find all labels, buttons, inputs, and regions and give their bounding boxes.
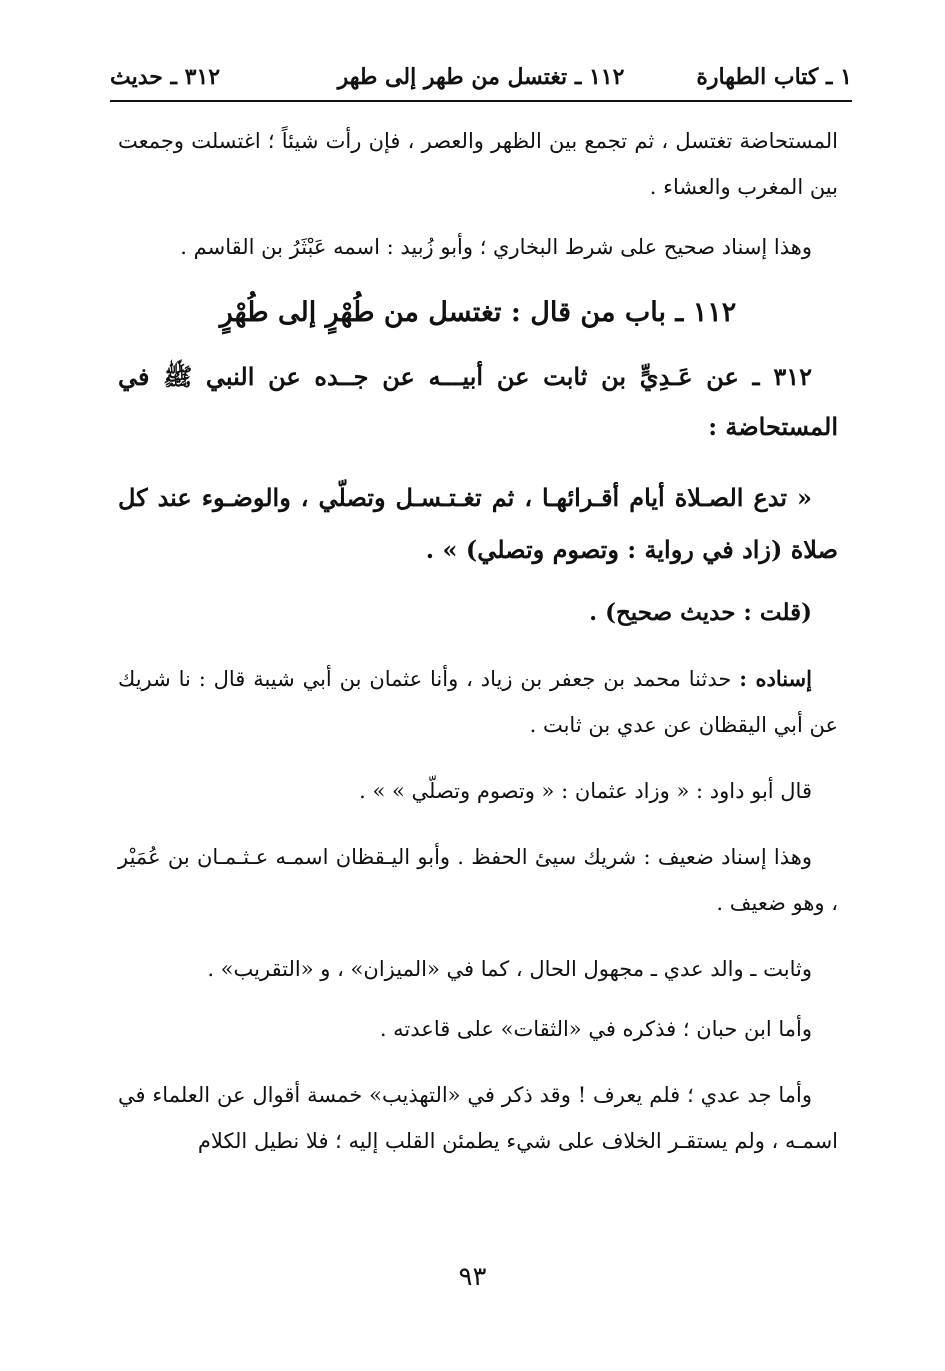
paragraph-isnad-note: وهذا إسناد صحيح على شرط البخاري ؛ وأبو زُبيد : اسمه عَبْثَرُ بن القاسم .	[180, 235, 812, 259]
paragraph-abu-dawud: قال أبو داود : « وزاد عثمان : « وتصوم وتصلّي » » .	[359, 779, 812, 803]
header-divider	[110, 100, 852, 102]
hadith-text: « تدع الصـلاة أيام أقـرائهـا ، ثم تغـتـسـل وتصلّي ، والوضـوء عند كل صلاة (زاد في رواية : وتصوم وتصلي) » .	[118, 483, 838, 564]
chapter-heading: ١١٢ ـ باب من قال : تغتسل من طُهْرٍ إلى طُهْرٍ	[219, 297, 737, 328]
paragraph-isnad	[118, 656, 838, 748]
paragraph-grandfather: وأما جد عدي ؛ فلم يعرف ! وقد ذكر في «التهذيب» خمسة أقوال عن العلماء في اسمـه ، ولم يستقـر الخلاف على شيء يطمئن القلب إليه ؛ فلا نطيل الكلام	[118, 1083, 838, 1153]
hadith-intro: ٣١٢ ـ عن عَـدِيٍّ بن ثابت عن أبيـــه عن جــده عن النبي ﷺ في المستحاضة :	[118, 362, 838, 441]
header-book-title: ١ ـ كتاب الطهارة	[696, 64, 852, 90]
header-chapter-title: ١١٢ ـ تغتسل من طهر إلى طهر	[337, 64, 625, 90]
isnad-text: حدثنا محمد بن جعفر بن زياد ، وأنا عثمان بن أبي شيبة قال : نا شريك عن أبي اليقظان عن عدي بن ثابت .	[118, 667, 838, 737]
paragraph-thabit: وثابت ـ والد عدي ـ مجهول الحال ، كما في «الميزان» ، و «التقريب» .	[207, 957, 812, 981]
paragraph-ibn-hibban: وأما ابن حبان ؛ فذكره في «الثقات» على قاعدته .	[379, 1017, 812, 1041]
running-header	[110, 58, 852, 98]
paragraph-continuation: المستحاضة تغتسل ، ثم تجمع بين الظهر والعصر ، فإن رأت شيئاً ؛ اغتسلت وجمعت بين المغرب والعشاء .	[118, 129, 838, 199]
header-hadith-number: ٣١٢ ـ حديث	[110, 64, 221, 90]
hadith-verdict: (قلت : حديث صحيح) .	[589, 599, 812, 626]
paragraph-weak-chain: وهذا إسناد ضعيف : شريك سيئ الحفظ . وأبو اليـقظان اسمـه عـثـمـان بن عُمَيْر ، وهو ضعيف .	[118, 845, 838, 915]
page-number: ٩٣	[458, 1262, 487, 1292]
isnad-label: إسناده :	[739, 666, 812, 691]
page-body	[118, 118, 838, 1164]
